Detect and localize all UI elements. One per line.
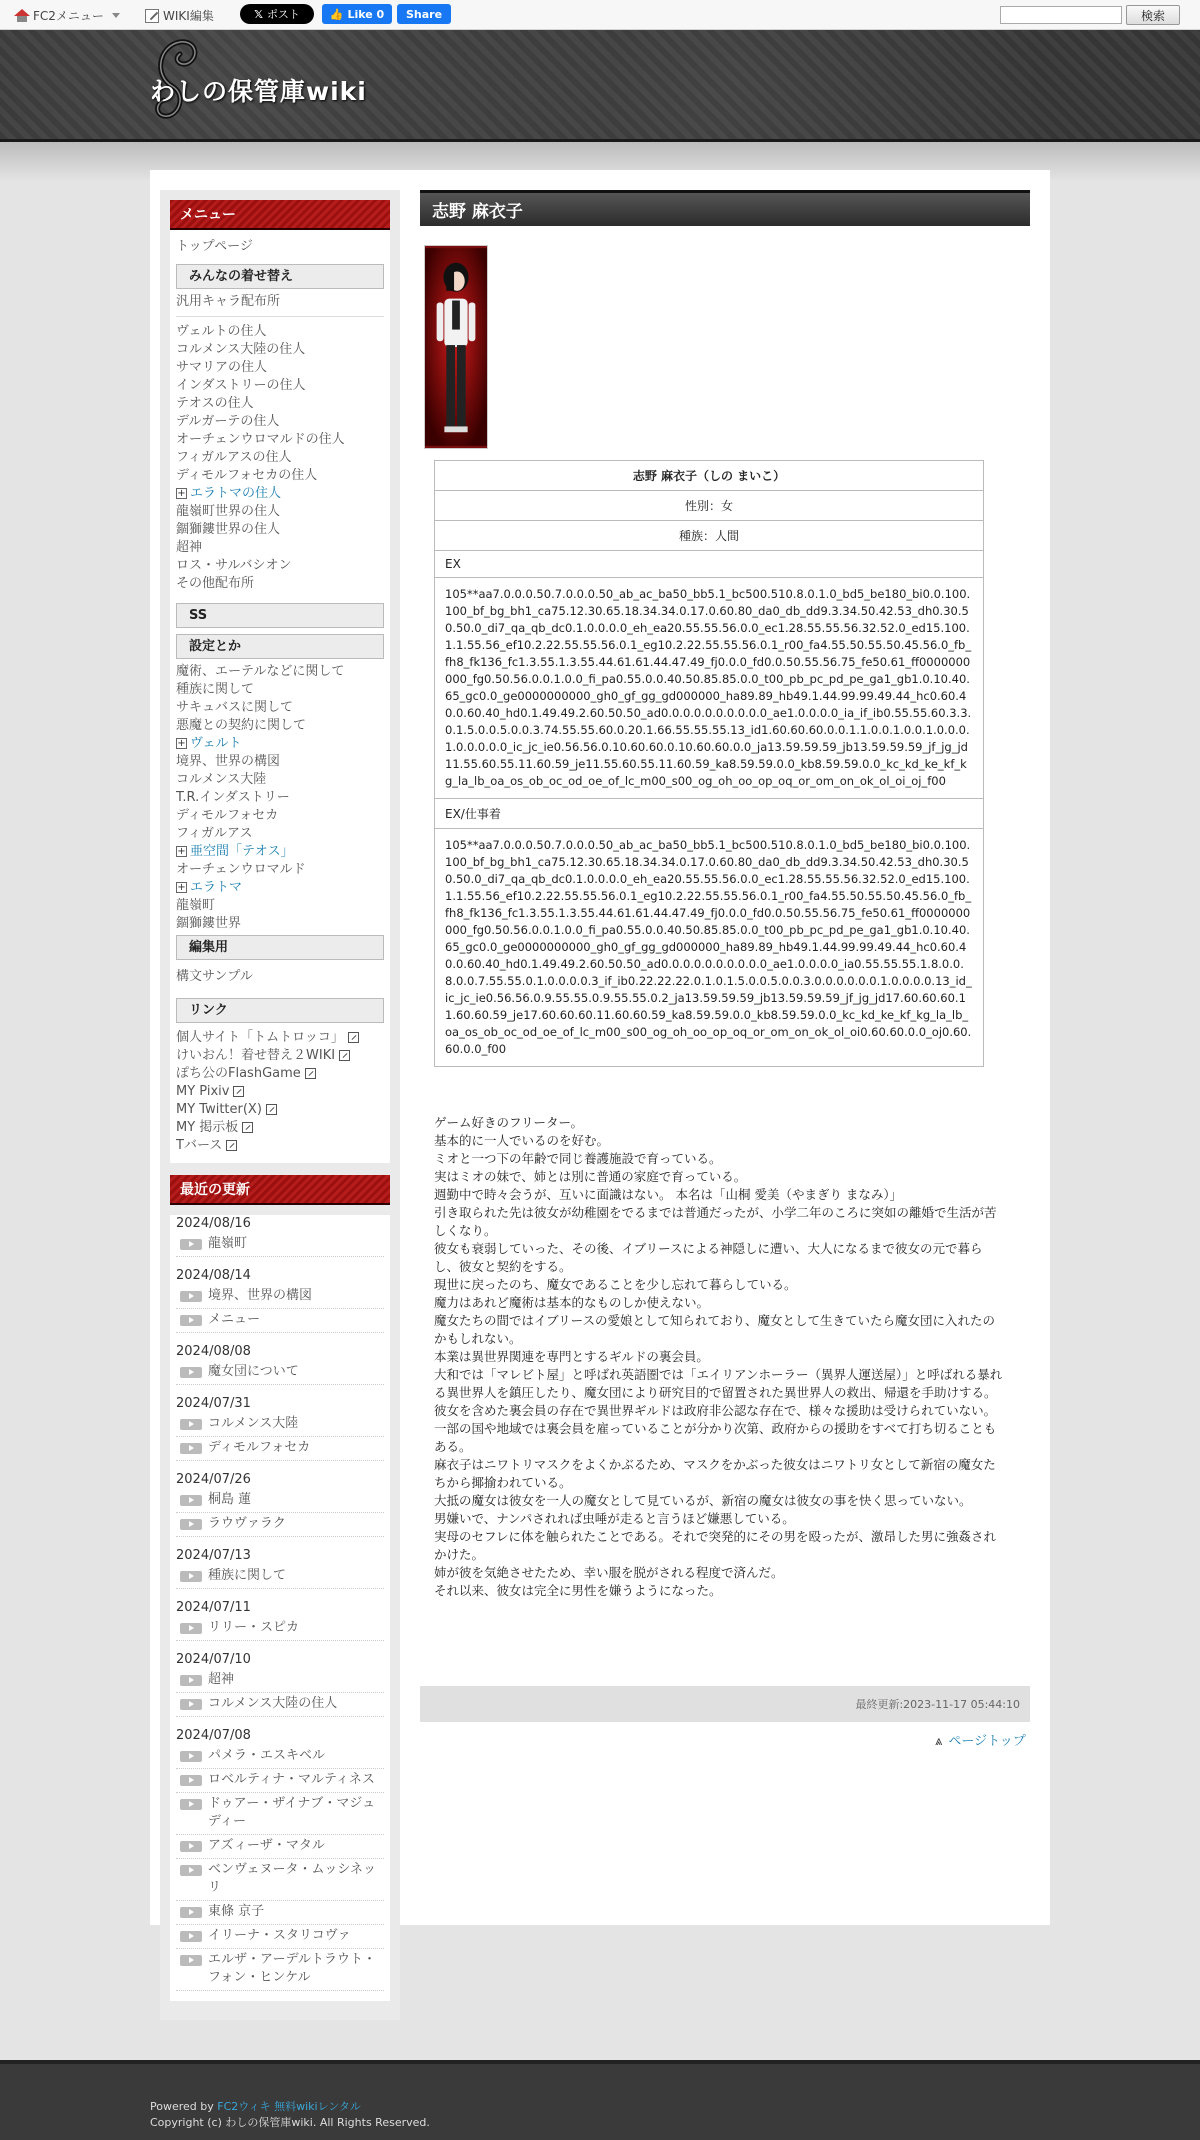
ex-label-cell: EX	[435, 551, 984, 578]
recent-updates-heading: 最近の更新	[170, 1175, 390, 1205]
description-line: 姉が彼を気絶させたため、幸い服を脱がされる程度で済んだ。	[434, 1565, 784, 1580]
recent-updates-panel	[170, 1175, 390, 2001]
external-link-icon	[226, 1140, 237, 1151]
description-line: 実はミオの妹で、姉とは別に普通の家庭で育っている。	[434, 1169, 747, 1184]
description-line: ミオと一つ下の年齢で同じ養護施設で育っている。	[434, 1151, 722, 1166]
facebook-like-button[interactable]	[322, 4, 392, 24]
site-footer	[0, 2060, 1200, 2140]
description-line: 本業は異世界関連を専門とするギルドの裏会員。	[434, 1349, 709, 1364]
recent-update-label: 境界、世界の構図	[208, 1288, 313, 1303]
description-line: ゲーム好きのフリーター。	[434, 1115, 584, 1130]
sidebar-item-residents2[interactable]: 龍嶺町世界の住人	[176, 504, 281, 519]
page-wrapper	[150, 170, 1050, 1985]
recent-update-label: 超神	[208, 1672, 235, 1687]
recent-update-date: 2024/07/13	[176, 1548, 251, 1563]
expand-plus-icon: +	[177, 738, 186, 749]
recent-update-item[interactable]	[176, 1617, 384, 1641]
page-top-link[interactable]	[935, 1730, 1026, 1749]
settings-list-d	[176, 897, 384, 933]
facebook-like-label: Like 0	[347, 7, 385, 21]
sidebar-item-settings_d[interactable]: 龍嶺町	[176, 898, 216, 913]
x-logo-icon: 𝕏	[254, 7, 263, 21]
chevron-down-icon	[112, 13, 120, 18]
play-arrow-icon	[180, 1443, 202, 1454]
sidebar-item-residents[interactable]: オーチェンウロマルドの住人	[176, 432, 345, 447]
sidebar-item-velt[interactable]	[176, 735, 384, 753]
fc2-menu-label: FC2メニュー	[33, 9, 104, 23]
wiki-edit-link[interactable]	[145, 7, 214, 24]
thumbs-up-icon: 👍	[329, 7, 344, 21]
home-icon	[14, 9, 29, 22]
recent-update-item[interactable]	[176, 1413, 384, 1437]
sidebar-item-settings_a[interactable]: サキュバスに関して	[176, 700, 294, 715]
description-line: それ以来、彼女は完全に男性を嫌うようになった。	[434, 1583, 722, 1598]
main-content	[420, 190, 1030, 1749]
link-label: 個人サイト「トムトロッコ」	[176, 1030, 344, 1045]
recent-update-date: 2024/08/14	[176, 1268, 251, 1283]
sidebar-item-settings_a[interactable]: 悪魔との契約に関して	[176, 718, 307, 733]
race-cell: 種族：人間	[435, 521, 984, 551]
sidebar-item-residents[interactable]: サマリアの住人	[176, 360, 268, 375]
recent-update-item[interactable]	[176, 1285, 384, 1309]
powered-by-prefix: Powered by	[150, 2100, 218, 2113]
play-arrow-icon	[180, 1419, 202, 1430]
menu-body	[170, 230, 390, 1163]
arrow-up-icon: ⩓	[935, 1734, 943, 1749]
sidebar	[160, 190, 400, 2020]
recent-update-label: 種族に関して	[208, 1568, 287, 1583]
description-line: 基本的に一人でいるのを好む。	[434, 1133, 610, 1148]
recent-update-label: ロベルティナ・マルティネス	[208, 1772, 375, 1787]
recent-update-date: 2024/07/10	[176, 1652, 251, 1667]
description-line: 一部の国や地域では裏会員を雇っていることが分かり次第、政府からの援助をすべて打ち切ることもある。	[434, 1421, 997, 1454]
gender-cell: 性別：女	[435, 491, 984, 521]
last-updated-text: 最終更新:2023-11-17 05:44:10	[855, 1698, 1020, 1711]
recent-update-label: 魔女団について	[208, 1364, 299, 1379]
sidebar-item-settings_b[interactable]: T.R.インダストリー	[176, 790, 290, 805]
sidebar-item-residents[interactable]: コルメンス大陸の住人	[176, 342, 306, 357]
section-heading-kisekae: みんなの着せ替え	[176, 264, 384, 289]
recent-update-item[interactable]	[176, 1233, 384, 1257]
play-arrow-icon	[180, 1865, 202, 1876]
sidebar-item-label: ヴェルト	[190, 736, 242, 751]
recent-update-date: 2024/07/11	[176, 1600, 251, 1615]
recent-update-label: アズィーザ・マタル	[208, 1838, 325, 1853]
sidebar-item-residents[interactable]: ディモルフォセカの住人	[176, 468, 318, 483]
recent-update-label: イリーナ・スタリコヴァ	[208, 1928, 351, 1943]
work-code-cell[interactable]: 105**aa7.0.0.0.50.7.0.0.0.50_ab_ac_ba50_bb5.1_bc500.510.8.0.1.0_bd5_be180_bi0.0.100.100_bf_bg_bh1_ca75.12.30.65.18.34.34.0.17.0.60.80_da0_db_dd9.3.34.50.42.53_dh0.30.50.50.0_di7_qa_qb_dc0.1.0.0.0.0_eh_ea20.55.55.56.0.0_ec1.28.55.55.56.32.52.0_ed15.100.1.1.55.56_ef10.2.22.55.55.56.0.1_eg10.2.22.55.55.56.0.1_r00_fa4.55.50.55.50.45.56.0_fb_fh8_fk136_fc1.3.55.1.3.55.44.61.61.44.47.49_fj0.0.0_fd0.0.50.55.56.75_fe50.61_ff0000000000_fg0.50.56.0.0.1.0.0_fi_pa0.55.0.0.40.50.85.85.0.0_t00_pb_pc_pd_pe_ga1_gb1.0.10.40.65_gc0.0_ge0000000000_gh0_gf_gg_gd000000_ha89.89_hb49.1.44.99.99.49.44_hc0.60.40.0.60.40_hd0.1.49.49.2.60.50.50_ad0.0.0.0.0.0.0.0.0.0_ae1.0.0.0.0_ia0.55.55.55.1.8.0.0.8.0.0.7.55.55.0.1.0.0.0.0.3_if_ib0.22.22.22.0.1.0.1.5.0.0.5.0.0.3.0.0.0.0.0.0.1.0.0.0.0.13_id_ic_jc_ie0.56.56.0.9.55.55.0.9.55.55.0.2_ja13.59.59.59_jb13.59.59.59_jf_jg_jd17.60.60.60.11.60.60.59_je17.60.60.60.11.60.60.59_ka8.59.59.0.0_kb8.59.59.0.0_kc_kd_ke_kf_kg_la_lb_oa_os_ob_oc_od_oe_of_lc_m00_s00_og_oh_oo_op_oq_or_om_on_ok_ol_oi0.60.60.0.0_oj0.60.60.0.0_f00	[435, 829, 984, 1067]
sidebar-item-label: エラトマ	[190, 880, 243, 895]
work-label-cell: EX/仕事着	[435, 799, 984, 829]
sidebar-item-eratoma[interactable]	[176, 879, 384, 897]
play-arrow-icon	[180, 1315, 202, 1326]
sidebar-item-residents[interactable]: テオスの住人	[176, 396, 254, 411]
recent-update-item[interactable]	[176, 1859, 384, 1901]
sidebar-item-top-page[interactable]: トップページ	[176, 239, 253, 254]
recent-update-item[interactable]	[176, 1513, 384, 1537]
sidebar-item-label: 亜空間「テオス」	[190, 844, 294, 859]
character-info-table	[434, 460, 984, 1067]
character-name-cell: 志野 麻衣子（しの まいこ）	[435, 461, 984, 491]
search-button[interactable]: 検索	[1126, 5, 1180, 25]
link-label: ぽち公のFlashGame	[176, 1066, 301, 1081]
recent-update-date: 2024/08/08	[176, 1344, 251, 1359]
play-arrow-icon	[180, 1291, 202, 1302]
recent-update-label: ディモルフォセカ	[208, 1440, 311, 1455]
description-line: 週勤中で時々会うが、互いに面識はない。 本名は「山桐 愛美（やまぎり まなみ）」	[434, 1187, 903, 1202]
recent-updates-body	[170, 1215, 390, 2001]
facebook-share-button[interactable]: Share	[397, 4, 451, 24]
recent-update-label: ドゥアー・ザイナブ・マジュディー	[208, 1796, 376, 1829]
recent-update-item[interactable]	[176, 1925, 384, 1949]
sidebar-external-link[interactable]	[176, 1047, 384, 1065]
recent-update-item[interactable]	[176, 1835, 384, 1859]
external-link-icon	[339, 1050, 350, 1061]
residents-list-2	[176, 503, 384, 593]
sidebar-item-settings_a[interactable]: 種族に関して	[176, 682, 255, 697]
play-arrow-icon	[180, 1841, 202, 1852]
section-heading-links: リンク	[176, 998, 384, 1023]
sidebar-external-link[interactable]	[176, 1137, 384, 1155]
sidebar-external-link[interactable]	[176, 1101, 384, 1119]
description-line: 彼女も衰弱していった、その後、イブリースによる神隠しに遭い、大人になるまで彼女の元で暮らし、彼女と契約をする。	[434, 1241, 983, 1274]
sidebar-item-residents[interactable]: フィガルアスの住人	[176, 450, 292, 465]
recent-update-label: ベンヴェヌータ・ムッシネッリ	[208, 1862, 376, 1895]
recent-update-label: ラウヴァラク	[208, 1516, 286, 1531]
settings-list-a	[176, 663, 384, 735]
sidebar-item-theos[interactable]	[176, 843, 384, 861]
play-arrow-icon	[180, 1495, 202, 1506]
sidebar-item-residents[interactable]: ヴェルトの住人	[176, 324, 267, 339]
wiki-edit-label: WIKI編集	[163, 9, 214, 23]
description-line: 麻衣子はニワトリマスクをよくかぶるため、マスクをかぶった彼女はニワトリ女として新宿の魔女たちから揶揄われている。	[434, 1457, 996, 1490]
recent-update-date: 2024/07/31	[176, 1396, 251, 1411]
edit-icon	[145, 9, 159, 23]
section-heading-edit: 編集用	[176, 935, 384, 960]
character-portrait-image	[424, 245, 488, 449]
recent-update-date: 2024/07/08	[176, 1728, 251, 1743]
residents-list	[176, 323, 384, 485]
recent-update-label: コルメンス大陸の住人	[208, 1696, 338, 1711]
recent-update-date: 2024/08/16	[176, 1216, 251, 1231]
sidebar-item-ochen[interactable]: オーチェンウロマルド	[176, 862, 306, 877]
recent-update-date: 2024/07/26	[176, 1472, 251, 1487]
recent-update-item[interactable]	[176, 1669, 384, 1693]
recent-update-item[interactable]	[176, 1437, 384, 1461]
recent-update-label: エルザ・アーデルトラウト・フォン・ヒンケル	[208, 1952, 376, 1985]
sidebar-item-settings_b[interactable]: フィガルアス	[176, 826, 253, 841]
description-line: 引き取られた先は彼女が幼稚園をでるまでは普通だったが、小学二年のころに突如の離婚で生活が苦しくなり。	[434, 1205, 997, 1238]
description-line: 大抵の魔女は彼女を一人の魔女として見ているが、新宿の魔女は彼女の事を快く思っていない。	[434, 1493, 972, 1508]
link-label: MY Pixiv	[176, 1084, 230, 1099]
sidebar-item-residents[interactable]: デルガーテの住人	[176, 414, 280, 429]
sidebar-item-settings_a[interactable]: 魔術、エーテルなどに関して	[176, 664, 345, 679]
sidebar-item-residents2[interactable]: ロス・サルバシオン	[176, 558, 292, 573]
powered-by	[150, 2098, 361, 2114]
play-arrow-icon	[180, 1623, 202, 1634]
links-list	[176, 1029, 384, 1155]
menu-panel	[170, 200, 390, 1163]
page-title: 志野 麻衣子	[420, 190, 1030, 226]
play-arrow-icon	[180, 1907, 202, 1918]
recent-update-item[interactable]	[176, 1745, 384, 1769]
sidebar-item-settings_b[interactable]: 境界、世界の構図	[176, 754, 281, 769]
description-line: 魔女たちの間ではイブリースの愛娘として知られており、魔女として生きていたら魔女団に入れたのかもしれない。	[434, 1313, 996, 1346]
sidebar-item-residents[interactable]: インダストリーの住人	[176, 378, 306, 393]
play-arrow-icon	[180, 1239, 202, 1250]
description-line: 男嫌いで、ナンパされれば虫唾が走ると言うほど嫌悪している。	[434, 1511, 795, 1526]
site-title[interactable]: わしの保管庫wiki	[150, 77, 367, 106]
description-line: 魔力はあれど魔術は基本的なものしか使えない。	[434, 1295, 710, 1310]
play-arrow-icon	[180, 1699, 202, 1710]
recent-update-label: メニュー	[208, 1312, 261, 1327]
last-updated-bar	[420, 1686, 1030, 1722]
description-line: 現世に戻ったのち、魔女であることを少し忘れて暮らしている。	[434, 1277, 797, 1292]
play-arrow-icon	[180, 1751, 202, 1762]
sidebar-item-eratoma-residents[interactable]	[176, 485, 384, 503]
sidebar-external-link[interactable]	[176, 1119, 384, 1137]
play-arrow-icon	[180, 1955, 202, 1966]
recent-update-item[interactable]	[176, 1309, 384, 1333]
page-top-label: ページトップ	[948, 1734, 1026, 1749]
link-label: Tバース	[176, 1138, 223, 1153]
sidebar-external-link[interactable]	[176, 1065, 384, 1083]
play-arrow-icon	[180, 1799, 202, 1810]
recent-update-item[interactable]	[176, 1565, 384, 1589]
external-link-icon	[233, 1086, 244, 1097]
link-label: MY 掲示板	[176, 1120, 239, 1135]
x-post-button[interactable]	[240, 4, 314, 24]
section-heading-ss[interactable]: SS	[176, 603, 384, 628]
description-line: 実母のセフレに体を触られたことである。それで突発的にその男を殴ったが、激昂した男に強姦されかけた。	[434, 1529, 997, 1562]
sidebar-item-label: エラトマの住人	[190, 486, 282, 501]
description-line: 大和では「マレビト屋」と呼ばれ英語圏では「エイリアンホーラー（異界人運送屋）」と呼ばれる暴れる異世界人を鎮圧したり、魔女団により研究目的で留置された異世界人の救出、帰還を手助けする。	[434, 1367, 1003, 1400]
copyright: Copyright (c) わしの保管庫wiki. All Rights Reserved.	[150, 2116, 430, 2129]
recent-update-label: コルメンス大陸	[208, 1416, 299, 1431]
sidebar-item-syntax-sample[interactable]: 構文サンプル	[176, 969, 253, 984]
link-label: MY Twitter(X)	[176, 1102, 262, 1117]
external-link-icon	[305, 1068, 316, 1079]
sidebar-item-settings_b[interactable]: ディモルフォセカ	[176, 808, 279, 823]
sidebar-external-link[interactable]	[176, 1029, 384, 1047]
play-arrow-icon	[180, 1675, 202, 1686]
settings-list-b	[176, 753, 384, 843]
menu-heading: メニュー	[170, 200, 390, 230]
recent-update-item[interactable]	[176, 1489, 384, 1513]
recent-update-label: 東條 京子	[208, 1904, 265, 1919]
fc2-wiki-link[interactable]: FC2ウィキ 無料wikiレンタル	[217, 2100, 361, 2113]
play-arrow-icon	[180, 1367, 202, 1378]
recent-update-item[interactable]	[176, 1901, 384, 1925]
sidebar-item-residents2[interactable]: 超神	[176, 540, 203, 555]
search-input[interactable]	[1000, 6, 1122, 24]
x-post-label: ポスト	[266, 8, 300, 21]
sidebar-item-generic-chars[interactable]: 汎用キャラ配布所	[176, 293, 384, 317]
recent-update-item[interactable]	[176, 1769, 384, 1793]
description-line: 彼女を含めた裏会員の存在で異世界ギルドは政府非公認な存在で、様々な援助は受けられていない。	[434, 1403, 997, 1418]
expand-plus-icon: +	[177, 488, 186, 499]
play-arrow-icon	[180, 1931, 202, 1942]
fc2-menu[interactable]	[14, 7, 120, 24]
play-arrow-icon	[180, 1571, 202, 1582]
sidebar-item-residents2[interactable]: 錮獅鏤世界の住人	[176, 522, 281, 537]
sidebar-item-settings_d[interactable]: 錮獅鏤世界	[176, 916, 242, 931]
character-description	[434, 1114, 1004, 1600]
recent-update-item[interactable]	[176, 1693, 384, 1717]
expand-plus-icon: +	[177, 882, 186, 893]
play-arrow-icon	[180, 1775, 202, 1786]
recent-update-item[interactable]	[176, 1361, 384, 1385]
link-label: けいおん！着せ替え２WIKI	[176, 1048, 336, 1063]
sidebar-item-settings_b[interactable]: コルメンス大陸	[176, 772, 267, 787]
expand-plus-icon: +	[177, 846, 186, 857]
sidebar-external-link[interactable]	[176, 1083, 384, 1101]
recent-update-label: リリー・スピカ	[208, 1620, 300, 1635]
ex-code-cell[interactable]: 105**aa7.0.0.0.50.7.0.0.0.50_ab_ac_ba50_bb5.1_bc500.510.8.0.1.0_bd5_be180_bi0.0.100.100_bf_bg_bh1_ca75.12.30.65.18.34.34.0.17.0.60.80_da0_db_dd9.3.34.50.42.53_dh0.30.50.50.0_di7_qa_qb_dc0.1.0.0.0.0_eh_ea20.55.55.56.0.0_ec1.28.55.55.56.32.52.0_ed15.100.1.1.55.56_ef10.2.22.55.55.56.0.1_eg10.2.22.55.55.56.0.1_r00_fa4.55.50.55.50.45.56.0_fb_fh8_fk136_fc1.3.55.1.3.55.44.61.61.44.47.49_fj0.0.0_fd0.0.50.55.56.75_fe50.61_ff0000000000_fg0.50.56.0.0.1.0.0_fi_pa0.55.0.0.40.50.85.85.0.0_t00_pb_pc_pd_pe_ga1_gb1.0.10.40.65_gc0.0_ge0000000000_gh0_gf_gg_gd000000_ha89.89_hb49.1.44.99.99.49.44_hc0.60.40.0.60.40_hd0.1.49.49.2.60.50.50_ad0.0.0.0.0.0.0.0.0.0_ae1.0.0.0.0_ia_if_ib0.55.55.60.3.3.0.1.5.0.0.5.0.0.3.74.55.55.60.0.20.1.66.55.55.55.13_id1.60.60.60.0.0.1.1.0.0.1.0.0.1.0.0.0.1.0.0.0.0.0_ic_jc_ie0.56.56.0.10.60.60.0.10.60.60.0.0_ja13.59.59.59_jb13.59.59.59_jf_jg_jd11.55.60.55.11.60.59_je11.55.60.55.11.60.59_ka8.59.59.0.0_kb8.59.59.0.0_kc_kd_ke_kf_kg_la_lb_oa_os_ob_oc_od_oe_of_lc_m00_s00_og_oh_oo_op_oq_or_om_on_ok_ol_oi_oj_f00	[435, 578, 984, 799]
recent-update-item[interactable]	[176, 1949, 384, 1991]
top-toolbar	[0, 0, 1200, 30]
recent-update-label: 龍嶺町	[208, 1236, 248, 1251]
external-link-icon	[266, 1104, 277, 1115]
external-link-icon	[242, 1122, 253, 1133]
external-link-icon	[348, 1032, 359, 1043]
recent-update-label: 桐島 蓮	[208, 1492, 252, 1507]
recent-update-label: パメラ・エスキベル	[208, 1748, 326, 1763]
section-heading-settings: 設定とか	[176, 634, 384, 659]
sidebar-item-residents2[interactable]: その他配布所	[176, 576, 255, 591]
play-arrow-icon	[180, 1519, 202, 1530]
recent-update-item[interactable]	[176, 1793, 384, 1835]
